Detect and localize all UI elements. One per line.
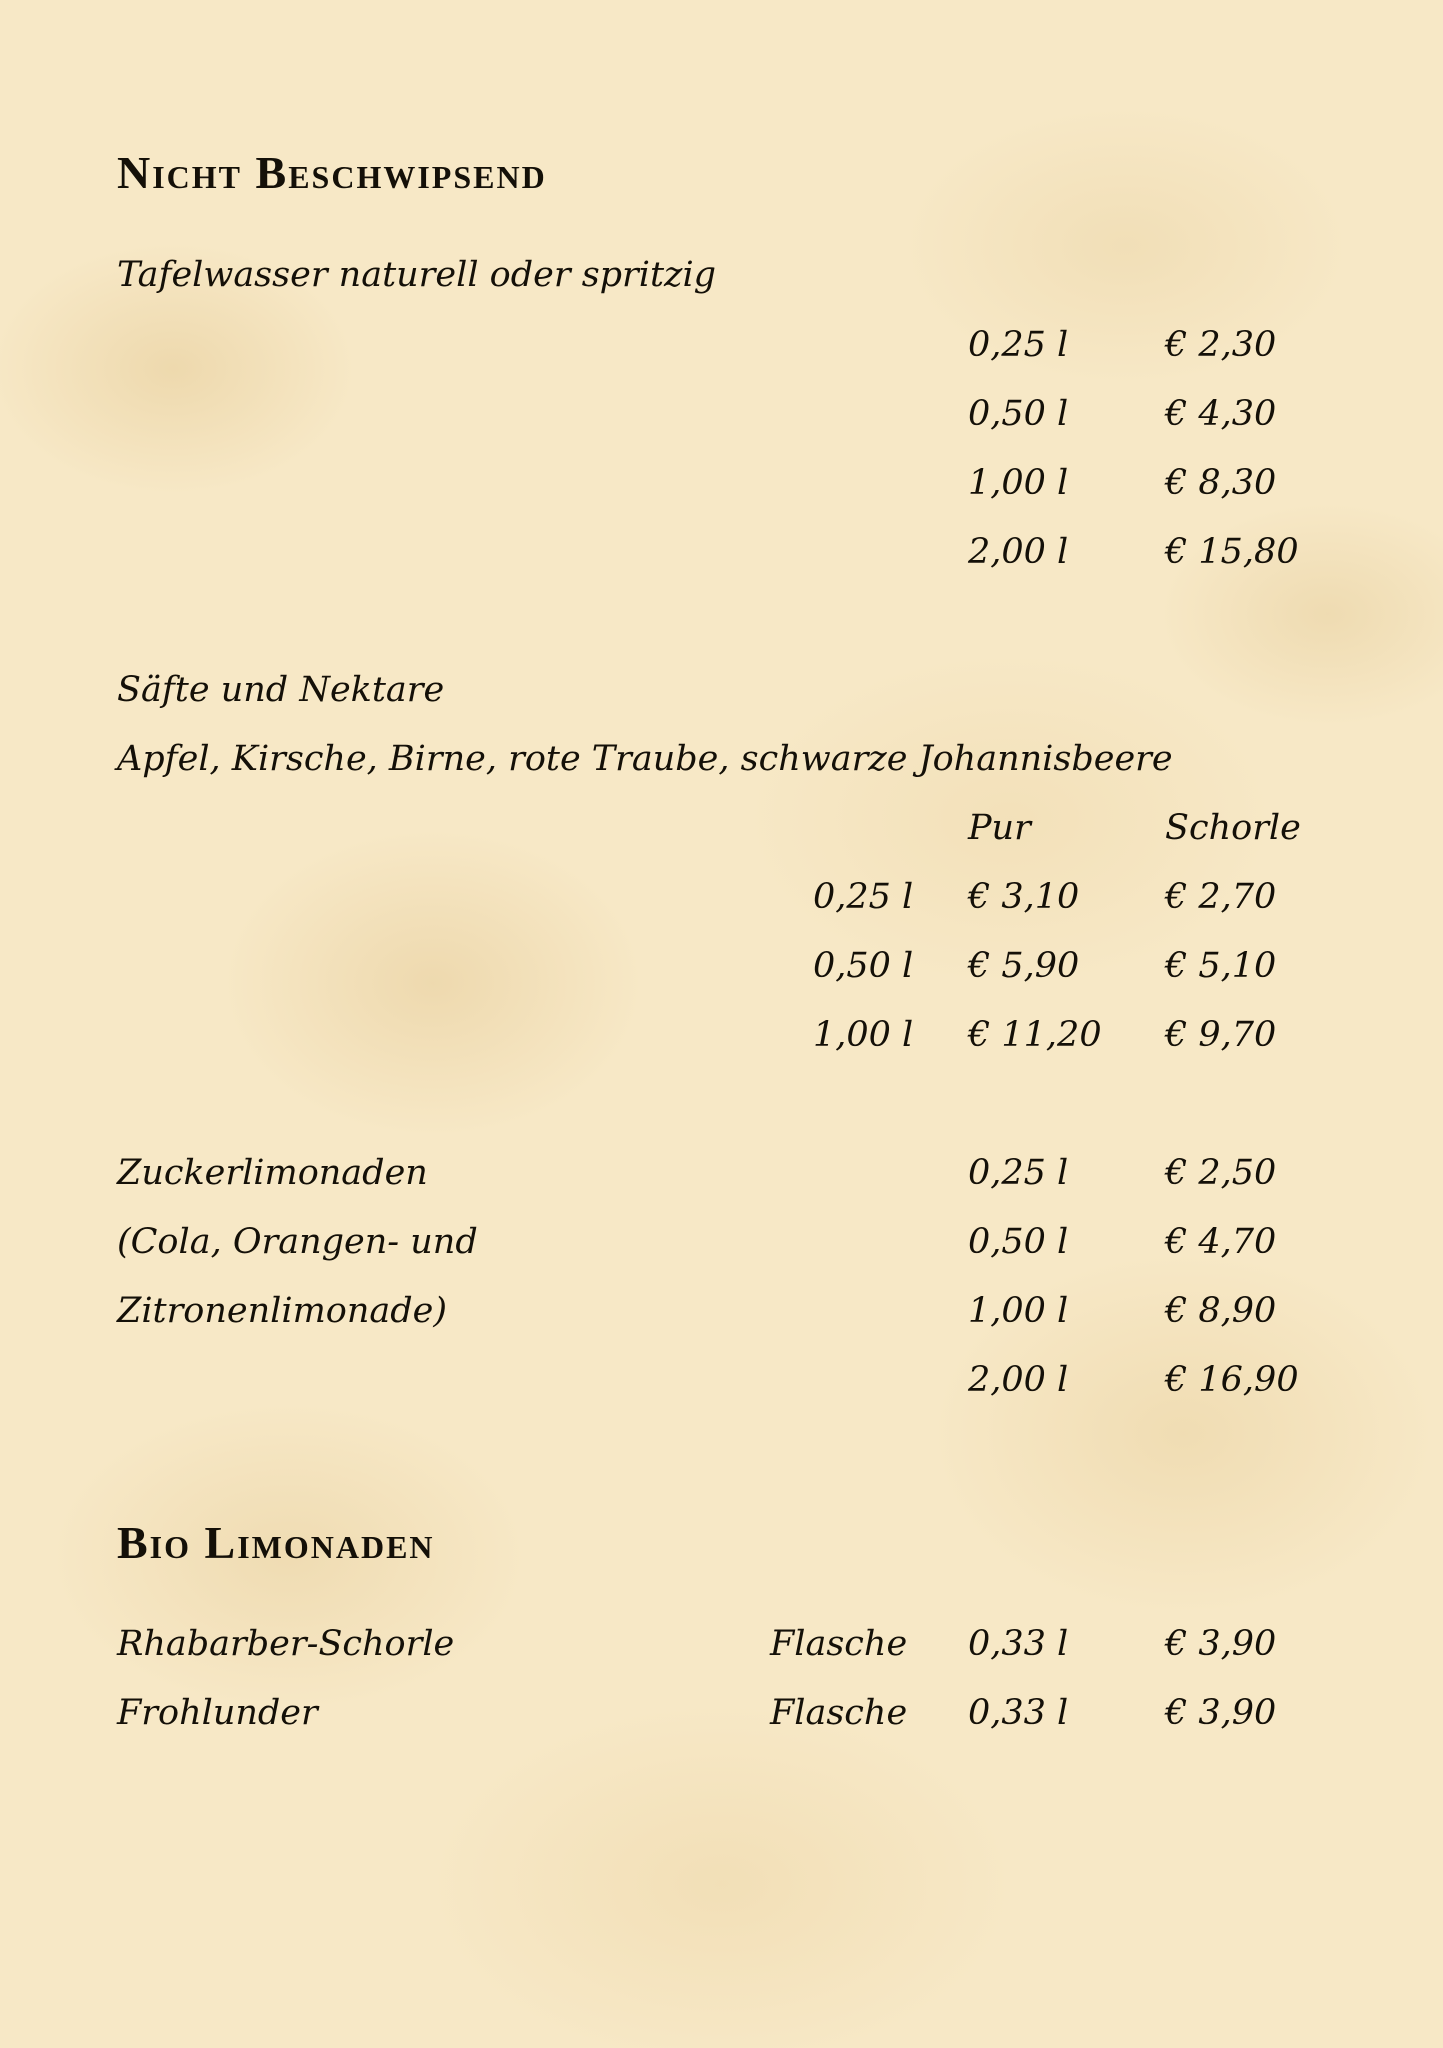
saefte-volume: 0,50 l [813,946,914,986]
item-name-zuckerlimonaden: Zuckerlimonaden [117,1153,428,1193]
tafelwasser-price: € 4,30 [1165,394,1277,434]
zuckerlimonaden-description: (Cola, Orangen- und [117,1222,478,1262]
bio-volume: 0,33 l [968,1624,1069,1664]
zuckerlimonaden-description: Zitronenlimonade) [117,1291,448,1331]
section-title-nicht-beschwipsend: Nicht Beschwipsend [117,147,547,198]
tafelwasser-volume: 0,25 l [968,325,1069,365]
zuckerlimonaden-price: € 2,50 [1165,1153,1277,1193]
saefte-price-pur: € 11,20 [968,1015,1102,1055]
item-name-frohlunder: Frohlunder [117,1693,318,1733]
zuckerlimonaden-volume: 2,00 l [968,1360,1069,1400]
item-name-rhabarber-schorle: Rhabarber-Schorle [117,1624,455,1664]
container-label: Flasche [770,1693,908,1733]
saefte-price-schorle: € 5,10 [1165,946,1277,986]
bio-price: € 3,90 [1165,1693,1277,1733]
zuckerlimonaden-volume: 0,25 l [968,1153,1069,1193]
container-label: Flasche [770,1624,908,1664]
zuckerlimonaden-volume: 0,50 l [968,1222,1069,1262]
tafelwasser-price: € 15,80 [1165,532,1299,572]
zuckerlimonaden-price: € 16,90 [1165,1360,1299,1400]
bio-price: € 3,90 [1165,1624,1277,1664]
column-header-pur: Pur [968,808,1031,848]
zuckerlimonaden-price: € 4,70 [1165,1222,1277,1262]
saefte-price-schorle: € 9,70 [1165,1015,1277,1055]
tafelwasser-price: € 8,30 [1165,463,1277,503]
column-header-schorle: Schorle [1165,808,1301,848]
tafelwasser-volume: 2,00 l [968,532,1069,572]
section-title-bio-limonaden: Bio Limonaden [117,1517,435,1568]
saefte-price-pur: € 3,10 [968,877,1080,917]
saefte-varieties: Apfel, Kirsche, Birne, rote Traube, schwarze Johannisbeere [117,739,1173,779]
tafelwasser-volume: 1,00 l [968,463,1069,503]
item-name-saefte: Säfte und Nektare [117,670,445,710]
tafelwasser-price: € 2,30 [1165,325,1277,365]
tafelwasser-volume: 0,50 l [968,394,1069,434]
saefte-price-schorle: € 2,70 [1165,877,1277,917]
saefte-volume: 0,25 l [813,877,914,917]
bio-volume: 0,33 l [968,1693,1069,1733]
zuckerlimonaden-volume: 1,00 l [968,1291,1069,1331]
saefte-price-pur: € 5,90 [968,946,1080,986]
saefte-volume: 1,00 l [813,1015,914,1055]
zuckerlimonaden-price: € 8,90 [1165,1291,1277,1331]
item-name-tafelwasser: Tafelwasser naturell oder spritzig [117,255,717,295]
